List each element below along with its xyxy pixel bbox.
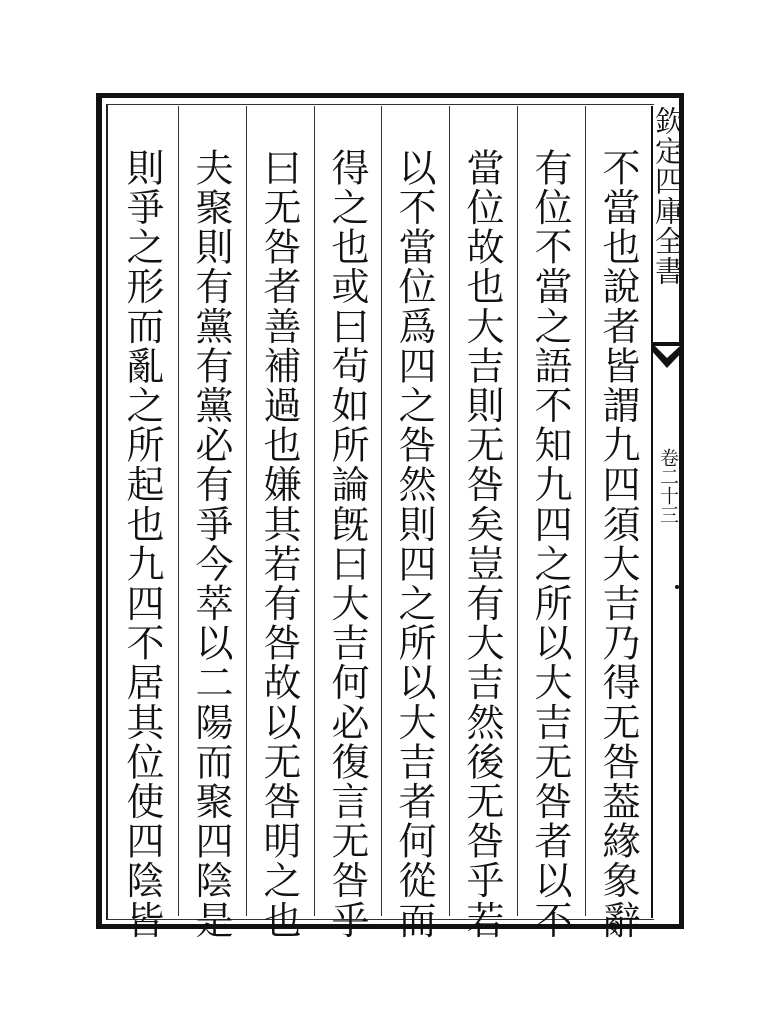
column-rule [314, 106, 315, 916]
juan-label: 卷二十三 [657, 448, 679, 524]
library-title: 欽定四庫全書 [651, 106, 685, 286]
column-rule [381, 106, 382, 916]
text-column-2: 有位不當之語不知九四之所以大吉无咎者以不 [528, 148, 572, 940]
text-column-4: 以不當位爲四之咎然則四之所以大吉者何從而 [392, 148, 436, 940]
text-column-7: 夫聚則有黨有黨必有爭今萃以二陽而聚四陰是 [189, 148, 233, 940]
column-rule [449, 106, 450, 916]
column-rule [246, 106, 247, 916]
column-rule [178, 106, 179, 916]
text-column-1: 不當也說者皆謂九四須大吉乃得无咎葢緣象辭 [596, 148, 640, 940]
text-column-3: 當位故也大吉則无咎矣豈有大吉然後无咎乎若 [460, 148, 504, 940]
ink-blot [680, 793, 683, 796]
fish-tail-mark-icon [651, 340, 684, 370]
column-rule [517, 106, 518, 916]
text-column-6: 曰无咎者善補過也嫌其若有咎故以无咎明之也 [257, 148, 301, 940]
ink-blot [675, 585, 679, 589]
column-rule [585, 106, 586, 916]
text-column-8: 則爭之形而亂之所起也九四不居其位使四陰皆 [120, 148, 164, 940]
text-column-5: 得之也或曰茍如所論旣曰大吉何必復言无咎乎 [325, 148, 369, 940]
